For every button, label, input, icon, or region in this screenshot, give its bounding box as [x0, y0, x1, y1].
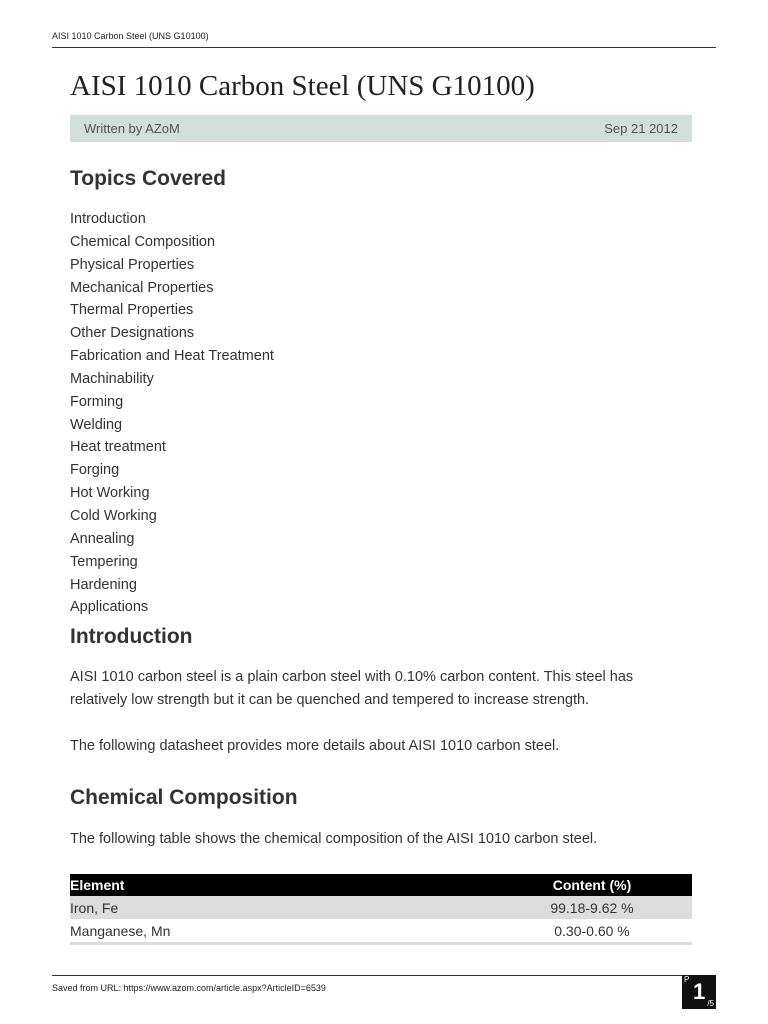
author-label: Written by AZoM — [84, 121, 180, 136]
topic-annealing[interactable]: Annealing — [70, 530, 135, 547]
topic-tempering[interactable]: Tempering — [70, 553, 138, 570]
introduction-paragraph-2: The following datasheet provides more details about AISI 1010 carbon steel. — [70, 738, 560, 754]
byline-bar — [70, 115, 692, 142]
topic-thermal-properties[interactable]: Thermal Properties — [70, 302, 194, 319]
chemical-composition-intro: The following table shows the chemical composition of the AISI 1010 carbon steel. — [70, 831, 598, 847]
content-cell: 99.18-9.62 % — [492, 896, 692, 919]
introduction-heading: Introduction — [70, 625, 193, 648]
topic-fabrication-heat-treatment[interactable]: Fabrication and Heat Treatment — [70, 348, 274, 365]
header-divider — [52, 47, 716, 48]
topic-physical-properties[interactable]: Physical Properties — [70, 256, 195, 273]
running-header: AISI 1010 Carbon Steel (UNS G10100) — [52, 31, 209, 41]
page-title: AISI 1010 Carbon Steel (UNS G10100) — [70, 70, 535, 102]
chemical-composition-heading: Chemical Composition — [70, 786, 298, 809]
page-marker: P — [684, 975, 690, 984]
publish-date: Sep 21 2012 — [604, 121, 678, 136]
topic-forming[interactable]: Forming — [70, 393, 124, 410]
topic-cold-working[interactable]: Cold Working — [70, 507, 157, 524]
column-header-element: Element — [70, 874, 492, 896]
table-header-row — [70, 874, 692, 896]
element-cell: Manganese, Mn — [70, 919, 492, 944]
page-number: 1 — [693, 979, 706, 1004]
element-cell: Iron, Fe — [70, 896, 492, 919]
table-row — [70, 896, 692, 919]
topic-hot-working[interactable]: Hot Working — [70, 485, 150, 502]
topic-mechanical-properties[interactable]: Mechanical Properties — [70, 279, 214, 296]
introduction-paragraph-1 — [70, 666, 692, 712]
topic-other-designations[interactable]: Other Designations — [70, 325, 195, 342]
topic-machinability[interactable]: Machinability — [70, 370, 154, 387]
content-cell: 0.30-0.60 % — [492, 919, 692, 944]
topic-introduction[interactable]: Introduction — [70, 211, 146, 227]
introduction-paragraph-1-line-1: AISI 1010 carbon steel is a plain carbon steel with 0.10% carbon content. This steel has — [70, 669, 634, 685]
footer-divider — [52, 975, 716, 976]
introduction-paragraph-1-line-2: relatively low strength but it can be quenched and tempered to increase strength. — [70, 692, 590, 708]
topic-applications[interactable]: Applications — [70, 599, 149, 616]
page-indicator — [682, 975, 716, 1009]
topic-chemical-composition[interactable]: Chemical Composition — [70, 233, 216, 250]
topics-list — [70, 208, 274, 619]
source-url: Saved from URL: https://www.azom.com/article.aspx?ArticleID=6539 — [52, 983, 326, 993]
page-total: /5 — [707, 999, 714, 1008]
topic-hardening[interactable]: Hardening — [70, 576, 137, 593]
composition-table — [70, 874, 692, 945]
topic-welding[interactable]: Welding — [70, 416, 123, 433]
topic-forging[interactable]: Forging — [70, 462, 120, 479]
topics-heading: Topics Covered — [70, 167, 226, 190]
table-row — [70, 919, 692, 944]
column-header-content: Content (%) — [492, 874, 692, 896]
topic-heat-treatment[interactable]: Heat treatment — [70, 439, 166, 456]
